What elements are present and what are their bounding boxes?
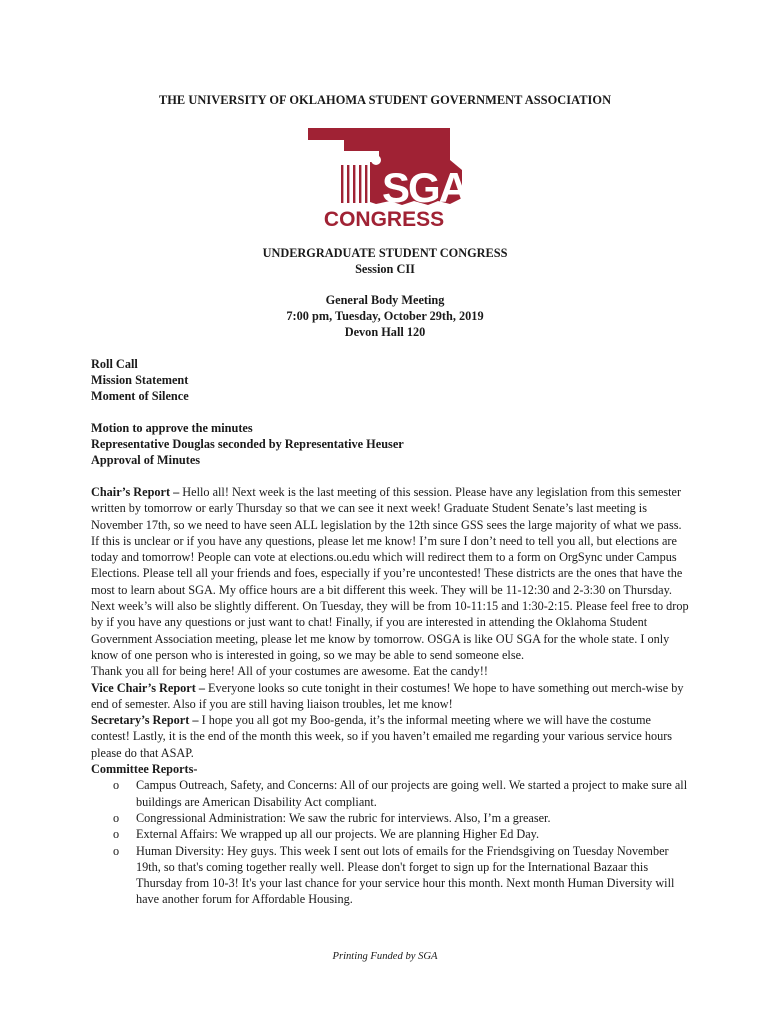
bullet-icon: o bbox=[113, 843, 120, 858]
secretary-report-text: I hope you all got my Boo-genda, it’s the informal meeting where we will have the costume contest! Lastly, it is the end of the month this week, so if you haven’t emailed me regarding your various service hours please do that ASAP. bbox=[91, 713, 673, 760]
vice-chair-report-text: Everyone looks so cute tonight in their costumes! We hope to have something out merch-wise by end of semester. Also if you are still having liaison troubles, let me know! bbox=[91, 680, 684, 711]
mission-statement: Mission Statement bbox=[91, 373, 189, 388]
footer-note: Printing Funded by SGA bbox=[332, 951, 438, 962]
org-title: THE UNIVERSITY OF OKLAHOMA STUDENT GOVERNMENT ASSOCIATION bbox=[158, 93, 612, 107]
congress-name: UNDERGRADUATE STUDENT CONGRESS bbox=[262, 246, 508, 260]
reports-section bbox=[91, 484, 691, 908]
approval-of-minutes: Approval of Minutes bbox=[91, 453, 201, 468]
chair-report-text: Hello all! Next week is the last meeting of this session. Please have any legislation from this semester written by tomorrow or early Thursday so that we can see it next week! Graduate Student Senate’s last meeting is November 17th, so we need to have seen ALL legislation by the 12th since GSS sees the large majority of what we pass. If this is unclear or if you have any questions, please let me know! I’m sure I don’t need to tell you all, but elections are today and tomorrow! People can vote at elections.ou.edu which will redirect them to a form on OrgSync under Campus Elections. Please tell all your friends and foes, especially if you’re uncontested! These districts are the ones that have the most to learn about SGA. My office hours are a bit different this week. They will be 11-12:30 and 2-3:30 on Thursday. Next week’s will also be slightly different. On Tuesday, they will be from 10-11:15 and 1:30-2:15. Please feel free to drop by if you have any questions or just want to chat! Finally, if you are interested in attending the Oklahoma Student Government Association meeting, please let me know by tomorrow. OSGA is like OU SGA for the whole state. I only know of one person who is interested in going, so we may be able to send someone else. bbox=[91, 485, 689, 662]
bullet-icon: o bbox=[113, 827, 120, 842]
motion-seconded: Representative Douglas seconded by Representative Heuser bbox=[91, 437, 404, 452]
minutes-agenda bbox=[91, 420, 404, 469]
roll-call: Roll Call bbox=[91, 357, 138, 371]
chair-report bbox=[91, 484, 691, 663]
vice-chair-report bbox=[91, 680, 691, 713]
congress-heading bbox=[0, 245, 770, 277]
list-item: o Congressional Administration: We saw the rubric for interviews. Also, I’m a greaser. bbox=[113, 810, 551, 825]
logo-sga-text: SGA bbox=[382, 164, 468, 211]
bullet-icon: o bbox=[113, 778, 120, 793]
list-item: o Campus Outreach, Safety, and Concerns: All of our projects are going well. We started a project to make sure all buildings are American Disability Act compliant. bbox=[113, 778, 688, 809]
opening-agenda bbox=[91, 356, 189, 405]
list-item: o Human Diversity: Hey guys. This week I sent out lots of emails for the Friendsgiving on Tuesday November 19th, so that's coming together really well. Please don't forget to sign up for the International Bazaar this Thursday from 10-3! It's your last chance for your service hour this month. Next month Human Diversity will have another forum for Affordable Housing. bbox=[113, 843, 675, 907]
vice-chair-report-label: Vice Chair’s Report – bbox=[91, 680, 205, 695]
meeting-info bbox=[0, 292, 770, 340]
meeting-location: Devon Hall 120 bbox=[344, 325, 426, 339]
committee-list bbox=[91, 777, 691, 907]
session-label: Session CII bbox=[355, 262, 415, 276]
committee-reports-heading: Committee Reports- bbox=[91, 762, 198, 777]
list-item: o External Affairs: We wrapped up all our projects. We are planning Higher Ed Day. bbox=[113, 827, 540, 842]
sga-congress-logo bbox=[300, 124, 468, 230]
secretary-report bbox=[91, 712, 691, 761]
meeting-type: General Body Meeting bbox=[325, 293, 445, 307]
motion-approve-minutes: Motion to approve the minutes bbox=[91, 421, 253, 435]
logo-congress-text: CONGRESS bbox=[323, 208, 445, 230]
secretary-report-label: Secretary’s Report – bbox=[91, 713, 199, 728]
moment-of-silence: Moment of Silence bbox=[91, 389, 189, 404]
chair-thanks: Thank you all for being here! All of your costumes are awesome. Eat the candy!! bbox=[91, 664, 488, 679]
meeting-datetime: 7:00 pm, Tuesday, October 29th, 2019 bbox=[286, 309, 484, 323]
bullet-icon: o bbox=[113, 810, 120, 825]
chair-report-label: Chair’s Report – bbox=[91, 485, 180, 499]
